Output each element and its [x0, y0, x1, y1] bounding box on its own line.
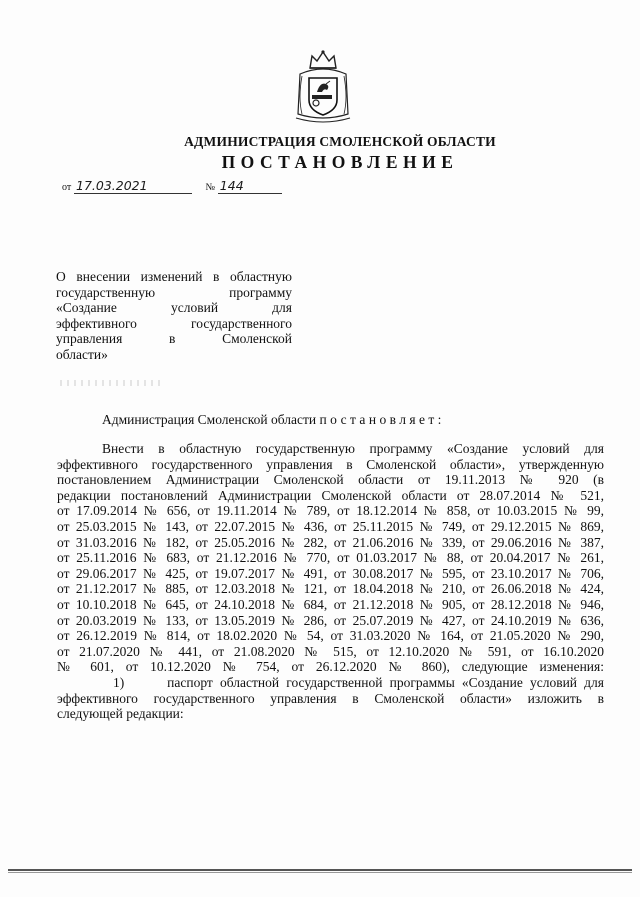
body-line: следующей редакции:: [57, 706, 184, 722]
preamble-text: Администрация Смоленской области: [102, 412, 320, 427]
subject-line: О внесении изменений в областную: [56, 269, 292, 284]
body-line: от 25.11.2016 № 683, от 21.12.2016 № 770, от 01.03.2017 № 88, от 20.04.2017 № 261,: [57, 550, 604, 566]
body-line: Внести в областную государственную программу «Создание условий для: [102, 441, 604, 456]
body-line: от 26.12.2019 № 814, от 18.02.2020 № 54, от 31.03.2020 № 164, от 21.05.2020 № 290,: [57, 628, 604, 644]
organization-title: АДМИНИСТРАЦИЯ СМОЛЕНСКОЙ ОБЛАСТИ: [184, 134, 496, 149]
body-line-item: 1) паспорт областной государственной программы «Создание условий для: [113, 674, 604, 690]
subject-line: области»: [56, 346, 108, 362]
preamble: [102, 412, 445, 428]
subject-line: эффективного государственного: [56, 315, 292, 331]
body-line: от 29.06.2017 № 425, от 19.07.2017 № 491, от 30.08.2017 № 595, от 23.10.2017 № 706,: [57, 565, 604, 581]
page-edge-line: [8, 869, 632, 871]
body-line: эффективного государственного управления в Смоленской области» изложить в: [57, 690, 604, 706]
subject-line: «Создание условий для: [56, 300, 292, 316]
number-label: №: [205, 182, 216, 193]
body-line: № 601, от 10.12.2020 № 754, от 26.12.2020 № 860), следующие изменения:: [57, 659, 604, 675]
coat-of-arms-icon: [292, 48, 354, 126]
preamble-verb: постановляет:: [319, 412, 445, 427]
body-line: постановлением Администрации Смоленской области от 19.11.2013 № 920 (в: [57, 472, 604, 488]
body-line: от 21.12.2017 № 885, от 12.03.2018 № 121, от 18.04.2018 № 210, от 26.06.2018 № 424,: [57, 581, 604, 597]
body-line: от 10.10.2018 № 645, от 24.10.2018 № 684, от 21.12.2018 № 905, от 28.12.2018 № 946,: [57, 596, 604, 612]
date-value: 17.03.2021: [74, 178, 192, 194]
decree-body: [57, 441, 604, 722]
decree-subject: [56, 269, 292, 363]
body-line: от 31.03.2016 № 182, от 25.05.2016 № 282, от 21.06.2016 № 339, от 29.06.2016 № 387,: [57, 534, 604, 550]
body-line: от 21.07.2020 № 441, от 21.08.2020 № 515, от 12.10.2020 № 591, от 16.10.2020: [57, 643, 604, 659]
body-line: от 17.09.2014 № 656, от 19.11.2014 № 789, от 18.12.2014 № 858, от 10.03.2015 № 99,: [57, 503, 604, 519]
body-line: эффективного государственного управления в Смоленской области», утвержденную: [57, 456, 604, 472]
body-line: редакции постановлений Администрации Смоленской области от 28.07.2014 № 521,: [57, 487, 604, 503]
date-label: от: [62, 182, 72, 193]
page-edge-line: [8, 872, 632, 873]
scan-noise: [60, 380, 160, 386]
subject-line: управления в Смоленской: [56, 331, 292, 347]
document-meta: [62, 178, 282, 198]
subject-line: государственную программу: [56, 284, 292, 300]
body-line: от 20.03.2019 № 133, от 13.05.2019 № 286, от 25.07.2019 № 427, от 24.10.2019 № 636,: [57, 612, 604, 628]
body-line: от 25.03.2015 № 143, от 22.07.2015 № 436, от 25.11.2015 № 749, от 29.12.2015 № 869,: [57, 518, 604, 534]
document-type-title: ПОСТАНОВЛЕНИЕ: [221, 152, 459, 172]
number-value: 144: [218, 178, 282, 194]
